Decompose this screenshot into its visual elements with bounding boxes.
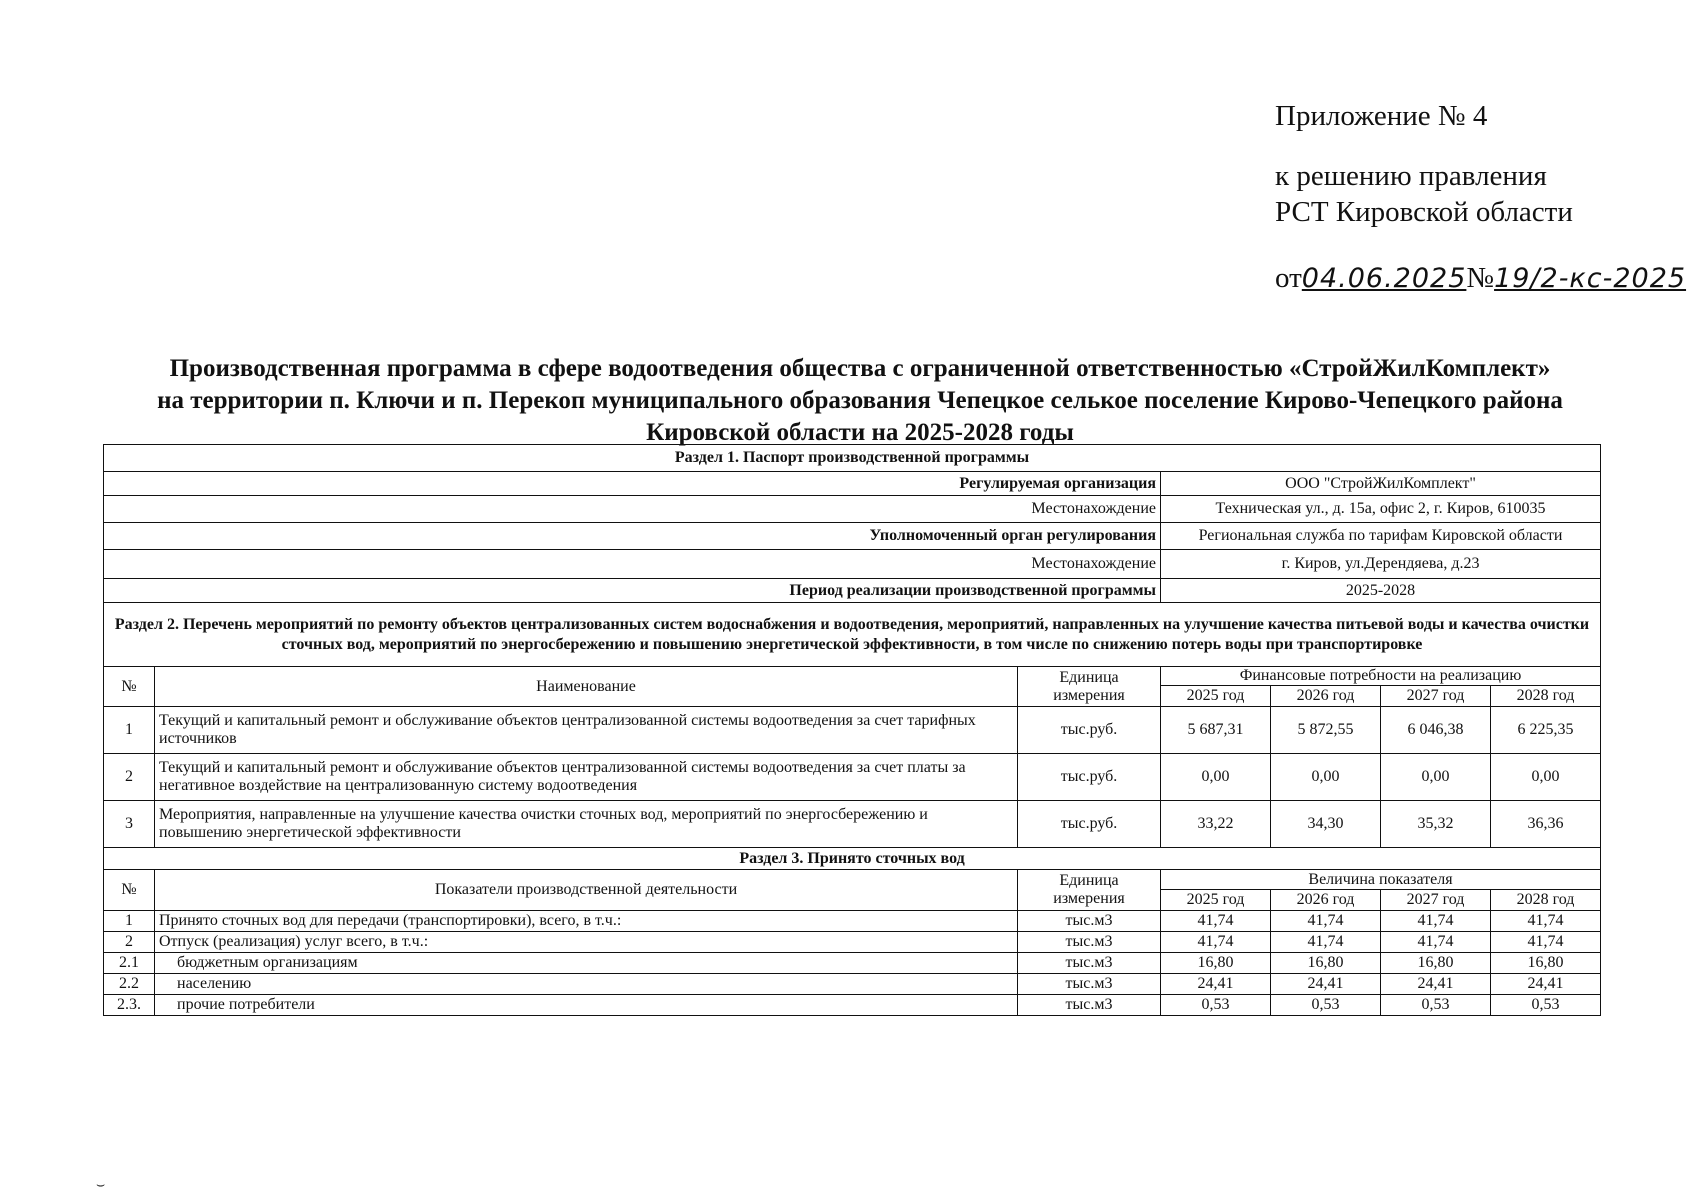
row-value: 6 046,38	[1381, 707, 1491, 754]
row-value: 0,00	[1271, 754, 1381, 801]
col-group-header: Финансовые потребности на реализацию	[1161, 667, 1601, 686]
passport-label: Период реализации производственной программы	[104, 579, 1161, 603]
row-value: 41,74	[1491, 911, 1601, 932]
section3-heading: Раздел 3. Принято сточных вод	[104, 848, 1601, 870]
handwritten-number: 19/2-кс-2025	[1494, 263, 1687, 294]
row-unit: тыс.м3	[1018, 953, 1161, 974]
row-value: 33,22	[1161, 801, 1271, 848]
scan-mark: ⌣	[96, 1178, 106, 1193]
row-number: 2	[104, 932, 155, 953]
row-value: 0,00	[1491, 754, 1601, 801]
year-header: 2025 год	[1161, 686, 1271, 707]
year-header: 2026 год	[1271, 890, 1381, 911]
row-name: Текущий и капитальный ремонт и обслуживание объектов централизованной системы водоотведения за счет платы за негативное воздействие на централизованную систему водоотведения	[155, 754, 1018, 801]
row-number: 2.3.	[104, 995, 155, 1016]
row-value: 41,74	[1381, 911, 1491, 932]
row-value: 0,00	[1381, 754, 1491, 801]
appendix-line2: РСТ Кировской области	[1275, 196, 1573, 228]
row-value: 34,30	[1271, 801, 1381, 848]
col-name-header: Наименование	[155, 667, 1018, 707]
year-header: 2025 год	[1161, 890, 1271, 911]
row-value: 16,80	[1161, 953, 1271, 974]
year-header: 2028 год	[1491, 890, 1601, 911]
col-group-header: Величина показателя	[1161, 870, 1601, 890]
row-number: 3	[104, 801, 155, 848]
table-row	[104, 754, 1601, 801]
passport-label: Регулируемая организация	[104, 472, 1161, 496]
section1-heading: Раздел 1. Паспорт производственной программы	[104, 445, 1601, 472]
row-value: 5 872,55	[1271, 707, 1381, 754]
title-line2: на территории п. Ключи и п. Перекоп муниципального образования Чепецкое селькое поселение Кирово-Чепецкого района	[157, 387, 1563, 414]
table-row	[104, 974, 1601, 995]
table-row	[104, 995, 1601, 1016]
row-number: 2	[104, 754, 155, 801]
row-value: 0,53	[1161, 995, 1271, 1016]
row-value: 16,80	[1491, 953, 1601, 974]
row-value: 24,41	[1491, 974, 1601, 995]
appendix-title: Приложение № 4	[1275, 100, 1488, 132]
row-value: 41,74	[1161, 932, 1271, 953]
date-prefix: от	[1275, 262, 1302, 294]
document-title	[60, 353, 1660, 449]
row-value: 41,74	[1271, 911, 1381, 932]
passport-value: 2025-2028	[1161, 579, 1601, 603]
row-unit: тыс.м3	[1018, 911, 1161, 932]
table-row	[104, 707, 1601, 754]
row-value: 24,41	[1271, 974, 1381, 995]
row-value: 0,53	[1381, 995, 1491, 1016]
row-number: 1	[104, 911, 155, 932]
row-value: 16,80	[1271, 953, 1381, 974]
row-value: 41,74	[1381, 932, 1491, 953]
row-number: 1	[104, 707, 155, 754]
row-name: Мероприятия, направленные на улучшение качества очистки сточных вод, мероприятий по энергосбережению и повышению энергетической эффективности	[155, 801, 1018, 848]
table-row	[104, 911, 1601, 932]
col-unit-header: Единица измерения	[1018, 870, 1161, 911]
row-name: Отпуск (реализация) услуг всего, в т.ч.:	[155, 932, 1018, 953]
table-row	[104, 801, 1601, 848]
table-row	[104, 953, 1601, 974]
program-table	[103, 444, 1601, 1016]
row-number: 2.1	[104, 953, 155, 974]
passport-label: Местонахождение	[104, 550, 1161, 579]
number-sign: №	[1466, 262, 1495, 294]
year-header: 2028 год	[1491, 686, 1601, 707]
row-value: 41,74	[1271, 932, 1381, 953]
row-unit: тыс.руб.	[1018, 754, 1161, 801]
row-value: 5 687,31	[1161, 707, 1271, 754]
row-number: 2.2	[104, 974, 155, 995]
row-unit: тыс.м3	[1018, 974, 1161, 995]
row-name: прочие потребители	[155, 995, 1018, 1016]
row-name: Текущий и капитальный ремонт и обслуживание объектов централизованной системы водоотведения за счет тарифных источников	[155, 707, 1018, 754]
row-value: 24,41	[1161, 974, 1271, 995]
passport-value: Техническая ул., д. 15а, офис 2, г. Киров, 610035	[1161, 496, 1601, 523]
row-value: 41,74	[1491, 932, 1601, 953]
year-header: 2026 год	[1271, 686, 1381, 707]
appendix-line1: к решению правления	[1275, 160, 1547, 192]
row-value: 0,53	[1491, 995, 1601, 1016]
row-value: 0,53	[1271, 995, 1381, 1016]
passport-value: г. Киров, ул.Дерендяева, д.23	[1161, 550, 1601, 579]
col-number-header: №	[104, 667, 155, 707]
section2-heading: Раздел 2. Перечень мероприятий по ремонту объектов централизованных систем водоснабжения и водоотведения, мероприятий, направленных на улучшение качества питьевой воды и качества очистки сточных вод, мероприятий по энергосбережению и повышению энергетической эффективности, в том числе по снижению потерь воды при транспортировке	[104, 603, 1601, 667]
row-unit: тыс.руб.	[1018, 707, 1161, 754]
passport-value: Региональная служба по тарифам Кировской области	[1161, 523, 1601, 550]
year-header: 2027 год	[1381, 686, 1491, 707]
row-value: 0,00	[1161, 754, 1271, 801]
col-number-header: №	[104, 870, 155, 911]
row-name: Принято сточных вод для передачи (транспортировки), всего, в т.ч.:	[155, 911, 1018, 932]
row-value: 16,80	[1381, 953, 1491, 974]
passport-value: ООО "СтройЖилКомплект"	[1161, 472, 1601, 496]
table-row	[104, 932, 1601, 953]
row-value: 36,36	[1491, 801, 1601, 848]
row-name: бюджетным организациям	[155, 953, 1018, 974]
title-line3: Кировской области на 2025-2028 годы	[646, 419, 1074, 446]
passport-label: Уполномоченный орган регулирования	[104, 523, 1161, 550]
col-name-header: Показатели производственной деятельности	[155, 870, 1018, 911]
handwritten-date: 04.06.2025	[1301, 263, 1467, 294]
passport-label: Местонахождение	[104, 496, 1161, 523]
col-unit-header: Единица измерения	[1018, 667, 1161, 707]
year-header: 2027 год	[1381, 890, 1491, 911]
row-unit: тыс.м3	[1018, 932, 1161, 953]
appendix-date-line	[1275, 262, 1686, 295]
row-unit: тыс.м3	[1018, 995, 1161, 1016]
row-name: населению	[155, 974, 1018, 995]
row-value: 41,74	[1161, 911, 1271, 932]
row-unit: тыс.руб.	[1018, 801, 1161, 848]
row-value: 6 225,35	[1491, 707, 1601, 754]
row-value: 24,41	[1381, 974, 1491, 995]
title-line1: Производственная программа в сфере водоотведения общества с ограниченной ответственностью «СтройЖилКомплект»	[169, 355, 1551, 382]
row-value: 35,32	[1381, 801, 1491, 848]
